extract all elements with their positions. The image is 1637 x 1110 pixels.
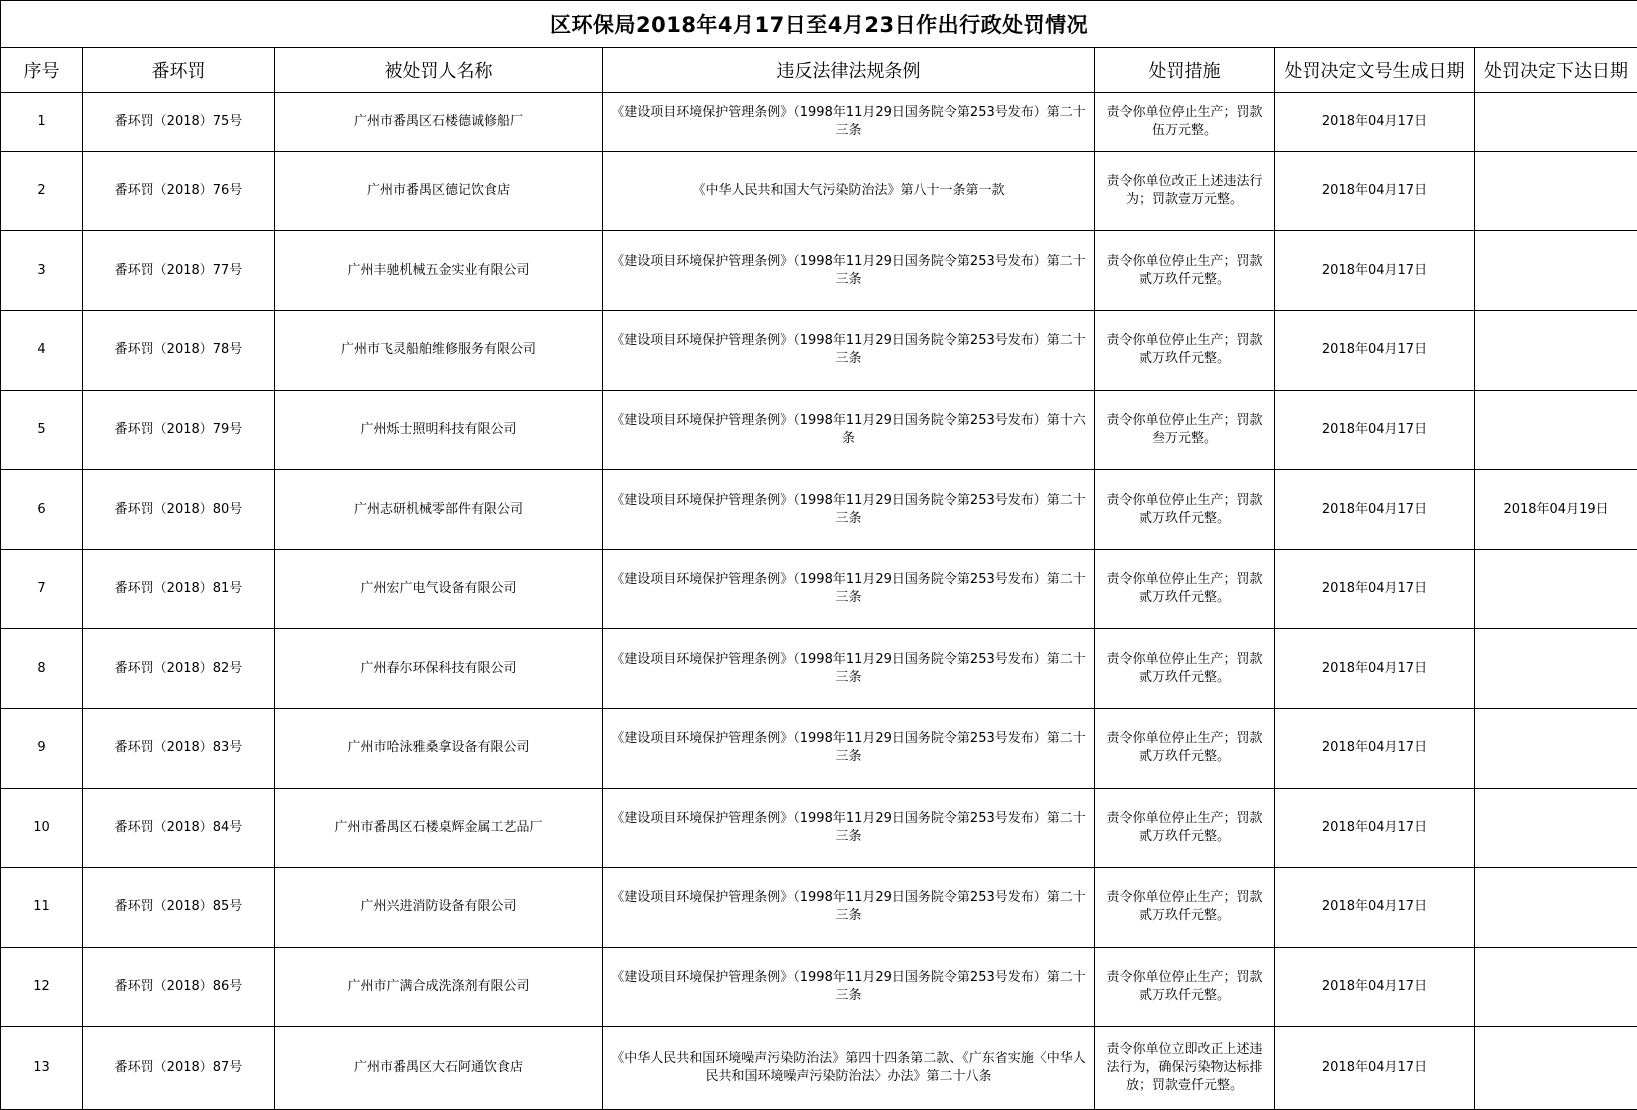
cell-issue-date [1475,629,1637,709]
cell-seq: 8 [1,629,83,709]
cell-seq: 10 [1,788,83,868]
cell-gen-date: 2018年04月17日 [1275,629,1475,709]
cell-law: 《建设项目环境保护管理条例》（1998年11月29日国务院令第253号发布）第二十三条 [603,947,1095,1027]
cell-law: 《中华人民共和国大气污染防治法》第八十一条第一款 [603,151,1095,231]
cell-law: 《建设项目环境保护管理条例》（1998年11月29日国务院令第253号发布）第二十三条 [603,311,1095,391]
cell-party: 广州市番禺区德记饮食店 [275,151,603,231]
cell-party: 广州市广满合成洗涤剂有限公司 [275,947,603,1027]
cell-doc-no: 番环罚（2018）81号 [83,549,275,629]
cell-issue-date: 2018年04月19日 [1475,470,1637,550]
cell-party: 广州宏广电气设备有限公司 [275,549,603,629]
cell-seq: 2 [1,151,83,231]
table-row [1,470,1637,550]
cell-gen-date: 2018年04月17日 [1275,390,1475,470]
cell-seq: 12 [1,947,83,1027]
cell-gen-date: 2018年04月17日 [1275,708,1475,788]
cell-measure: 责令你单位停止生产；罚款贰万玖仟元整。 [1095,788,1275,868]
cell-measure: 责令你单位停止生产；罚款贰万玖仟元整。 [1095,231,1275,311]
cell-measure: 责令你单位停止生产；罚款贰万玖仟元整。 [1095,311,1275,391]
table-row [1,868,1637,948]
cell-issue-date [1475,947,1637,1027]
cell-measure: 责令你单位停止生产；罚款贰万玖仟元整。 [1095,868,1275,948]
table-row [1,311,1637,391]
cell-issue-date [1475,231,1637,311]
cell-issue-date [1475,311,1637,391]
cell-seq: 11 [1,868,83,948]
cell-doc-no: 番环罚（2018）79号 [83,390,275,470]
table-row [1,788,1637,868]
cell-gen-date: 2018年04月17日 [1275,231,1475,311]
cell-party: 广州市番禺区石楼桌辉金属工艺品厂 [275,788,603,868]
cell-doc-no: 番环罚（2018）76号 [83,151,275,231]
header-gen-date: 处罚决定文号生成日期 [1275,48,1475,93]
header-row [1,48,1637,93]
cell-seq: 1 [1,93,83,152]
cell-issue-date [1475,549,1637,629]
cell-law: 《建设项目环境保护管理条例》（1998年11月29日国务院令第253号发布）第二十三条 [603,868,1095,948]
table-row [1,629,1637,709]
cell-doc-no: 番环罚（2018）87号 [83,1027,275,1110]
cell-issue-date [1475,93,1637,152]
cell-party: 广州市番禺区大石阿通饮食店 [275,1027,603,1110]
cell-doc-no: 番环罚（2018）84号 [83,788,275,868]
cell-doc-no: 番环罚（2018）83号 [83,708,275,788]
cell-gen-date: 2018年04月17日 [1275,311,1475,391]
cell-seq: 9 [1,708,83,788]
table-row [1,549,1637,629]
cell-party: 广州市番禺区石楼德诚修船厂 [275,93,603,152]
cell-seq: 4 [1,311,83,391]
cell-law: 《中华人民共和国环境噪声污染防治法》第四十四条第二款、《广东省实施〈中华人民共和国环境噪声污染防治法〉办法》第二十八条 [603,1027,1095,1110]
cell-gen-date: 2018年04月17日 [1275,470,1475,550]
cell-gen-date: 2018年04月17日 [1275,868,1475,948]
cell-doc-no: 番环罚（2018）86号 [83,947,275,1027]
cell-issue-date [1475,390,1637,470]
header-doc-no: 番环罚 [83,48,275,93]
table-row [1,93,1637,152]
cell-doc-no: 番环罚（2018）80号 [83,470,275,550]
header-law: 违反法律法规条例 [603,48,1095,93]
cell-law: 《建设项目环境保护管理条例》（1998年11月29日国务院令第253号发布）第二十三条 [603,788,1095,868]
cell-doc-no: 番环罚（2018）78号 [83,311,275,391]
cell-doc-no: 番环罚（2018）85号 [83,868,275,948]
cell-law: 《建设项目环境保护管理条例》（1998年11月29日国务院令第253号发布）第二十三条 [603,549,1095,629]
cell-gen-date: 2018年04月17日 [1275,151,1475,231]
header-party: 被处罚人名称 [275,48,603,93]
cell-law: 《建设项目环境保护管理条例》（1998年11月29日国务院令第253号发布）第二十三条 [603,231,1095,311]
cell-law: 《建设项目环境保护管理条例》（1998年11月29日国务院令第253号发布）第十六条 [603,390,1095,470]
cell-measure: 责令你单位停止生产；罚款贰万玖仟元整。 [1095,629,1275,709]
cell-issue-date [1475,708,1637,788]
cell-issue-date [1475,151,1637,231]
cell-measure: 责令你单位停止生产；罚款贰万玖仟元整。 [1095,470,1275,550]
cell-measure: 责令你单位停止生产；罚款贰万玖仟元整。 [1095,549,1275,629]
sheet-title: 区环保局2018年4月17日至4月23日作出行政处罚情况 [1,1,1637,48]
cell-party: 广州丰驰机械五金实业有限公司 [275,231,603,311]
cell-issue-date [1475,788,1637,868]
cell-law: 《建设项目环境保护管理条例》（1998年11月29日国务院令第253号发布）第二十三条 [603,708,1095,788]
cell-measure: 责令你单位改正上述违法行为；罚款壹万元整。 [1095,151,1275,231]
cell-seq: 5 [1,390,83,470]
table-row [1,390,1637,470]
cell-doc-no: 番环罚（2018）77号 [83,231,275,311]
cell-party: 广州春尔环保科技有限公司 [275,629,603,709]
cell-law: 《建设项目环境保护管理条例》（1998年11月29日国务院令第253号发布）第二十三条 [603,629,1095,709]
cell-party: 广州烁士照明科技有限公司 [275,390,603,470]
cell-seq: 3 [1,231,83,311]
table-row [1,708,1637,788]
cell-issue-date [1475,868,1637,948]
cell-measure: 责令你单位停止生产；罚款叁万元整。 [1095,390,1275,470]
cell-party: 广州志研机械零部件有限公司 [275,470,603,550]
cell-issue-date [1475,1027,1637,1110]
table-row [1,231,1637,311]
cell-seq: 7 [1,549,83,629]
header-seq: 序号 [1,48,83,93]
cell-party: 广州市哈泳雅桑拿设备有限公司 [275,708,603,788]
cell-measure: 责令你单位立即改正上述违法行为，确保污染物达标排放；罚款壹仟元整。 [1095,1027,1275,1110]
cell-seq: 13 [1,1027,83,1110]
cell-party: 广州兴进消防设备有限公司 [275,868,603,948]
table-row [1,151,1637,231]
cell-law: 《建设项目环境保护管理条例》（1998年11月29日国务院令第253号发布）第二十三条 [603,470,1095,550]
cell-gen-date: 2018年04月17日 [1275,549,1475,629]
cell-measure: 责令你单位停止生产；罚款贰万玖仟元整。 [1095,947,1275,1027]
cell-gen-date: 2018年04月17日 [1275,947,1475,1027]
cell-gen-date: 2018年04月17日 [1275,1027,1475,1110]
cell-seq: 6 [1,470,83,550]
cell-party: 广州市飞灵船舶维修服务有限公司 [275,311,603,391]
cell-measure: 责令你单位停止生产；罚款贰万玖仟元整。 [1095,708,1275,788]
table-row [1,947,1637,1027]
cell-measure: 责令你单位停止生产；罚款伍万元整。 [1095,93,1275,152]
cell-gen-date: 2018年04月17日 [1275,93,1475,152]
table-row [1,1027,1637,1110]
header-measure: 处罚措施 [1095,48,1275,93]
header-issue-date: 处罚决定下达日期 [1475,48,1637,93]
cell-doc-no: 番环罚（2018）82号 [83,629,275,709]
cell-doc-no: 番环罚（2018）75号 [83,93,275,152]
cell-law: 《建设项目环境保护管理条例》（1998年11月29日国务院令第253号发布）第二十三条 [603,93,1095,152]
cell-gen-date: 2018年04月17日 [1275,788,1475,868]
